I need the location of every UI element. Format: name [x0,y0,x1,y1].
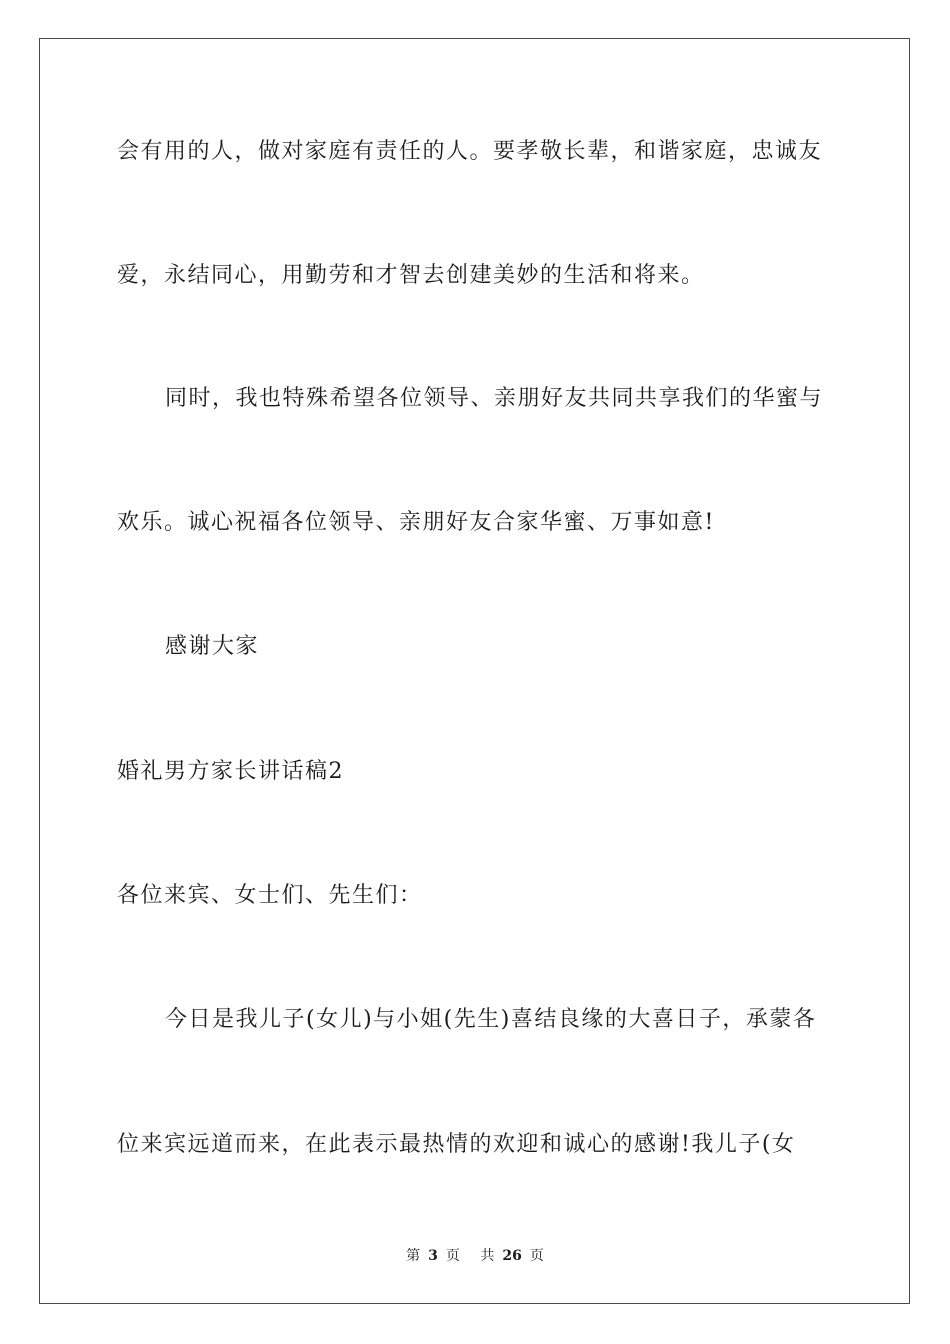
closing-line: 感谢大家 [165,634,260,659]
page-indicator: 第 3 页 [406,1248,460,1264]
page-footer [0,1246,950,1266]
body-line-2: 爱，永结同心，用勤劳和才智去创建美妙的生活和将来。 [117,263,705,288]
body-line-1: 会有用的人，做对家庭有责任的人。要孝敬长辈，和谐家庭，忠诚友 [117,139,823,164]
body-line-6: 位来宾远道而来，在此表示最热情的欢迎和诚心的感谢!我儿子(女 [117,1132,796,1157]
page-border [39,38,910,1304]
salutation-line: 各位来宾、女士们、先生们： [117,883,423,908]
body-line-5: 今日是我儿子(女儿)与小姐(先生)喜结良缘的大喜日子，承蒙各 [165,1007,817,1032]
body-line-3: 同时，我也特殊希望各位领导、亲朋好友共同共享我们的华蜜与 [165,386,824,411]
total-pages-number: 26 [502,1248,522,1264]
total-pages-indicator: 共 26 页 [480,1248,544,1264]
body-line-4: 欢乐。诚心祝福各位领导、亲朋好友合家华蜜、万事如意! [117,510,715,535]
current-page-number: 3 [428,1248,438,1264]
section-title: 婚礼男方家长讲话稿2 [117,759,344,784]
